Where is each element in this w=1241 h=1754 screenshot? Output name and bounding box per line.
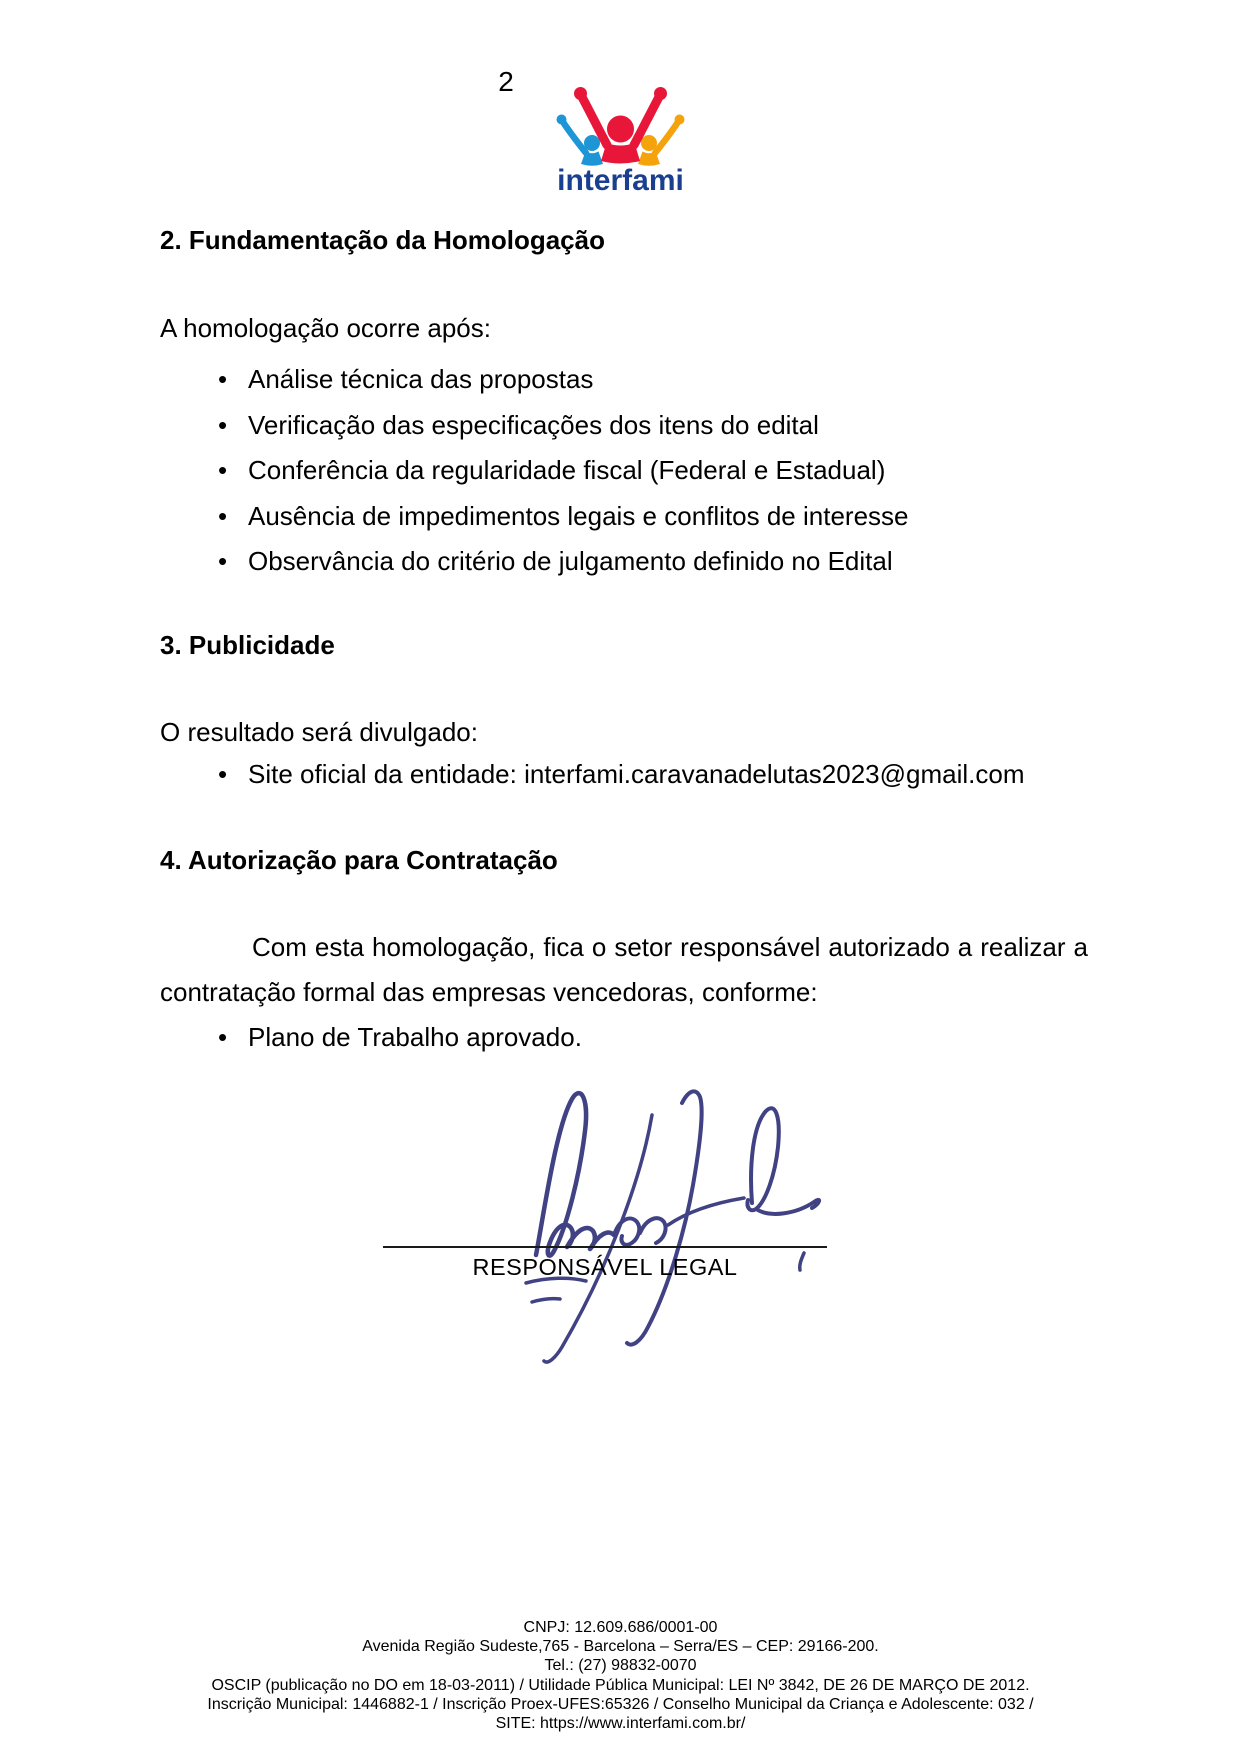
footer-line-site: SITE: https://www.interfami.com.br/	[495, 1715, 746, 1733]
fundamentacao-bullet-list	[160, 357, 1088, 585]
footer-line-address: Avenida Região Sudeste,765 - Barcelona – Serra/ES – CEP: 29166-200.	[362, 1638, 879, 1656]
footer-line-phone: Tel.: (27) 98832-0070	[544, 1657, 697, 1675]
section-heading-publicidade: 3. Publicidade	[160, 630, 335, 660]
footer-line-inscricao: Inscrição Municipal: 1446882-1 / Inscrição Proex-UFES:65326 / Conselho Municipal da Criança e Adolescente: 032 /	[207, 1695, 1034, 1713]
page-number: 2	[498, 66, 514, 97]
autorizacao-bullet-list	[160, 1015, 1088, 1061]
section-heading-autorizacao: 4. Autorização para Contratação	[160, 845, 558, 875]
autorizacao-paragraph: Com esta homologação, fica o setor responsável autorizado a realizar a contratação formal das empresas vencedoras, conforme:	[160, 932, 1088, 1007]
footer	[0, 1618, 1241, 1733]
signature-line	[383, 1246, 827, 1248]
list-item: • Conferência da regularidade fiscal (Federal e Estadual)	[160, 448, 1088, 494]
intro-fundamentacao: A homologação ocorre após:	[160, 313, 491, 343]
signature-ink	[400, 1055, 840, 1385]
section-heading-fundamentacao: 2. Fundamentação da Homologação	[160, 225, 605, 255]
list-item: • Plano de Trabalho aprovado.	[160, 1015, 1088, 1061]
list-item: • Ausência de impedimentos legais e conflitos de interesse	[160, 494, 1088, 540]
list-item: • Observância do critério de julgamento definido no Edital	[160, 539, 1088, 585]
intro-publicidade: O resultado será divulgado:	[160, 717, 478, 747]
footer-line-oscip: OSCIP (publicação no DO em 18-03-2011) / Utilidade Pública Municipal: LEI Nº 3842, DE 26 DE MARÇO DE 2012.	[211, 1676, 1030, 1694]
signature-role-label: RESPONSÁVEL LEGAL	[472, 1254, 738, 1280]
publicidade-bullet-list	[160, 752, 1088, 798]
list-item: • Site oficial da entidade: interfami.caravanadelutas2023@gmail.com	[160, 752, 1088, 798]
interfami-wordmark: interfami	[557, 164, 684, 197]
document-body	[160, 0, 1088, 1754]
list-item: • Análise técnica das propostas	[160, 357, 1088, 403]
list-item: • Verificação das especificações dos itens do edital	[160, 403, 1088, 449]
footer-line-cnpj: CNPJ: 12.609.686/0001-00	[523, 1619, 718, 1636]
